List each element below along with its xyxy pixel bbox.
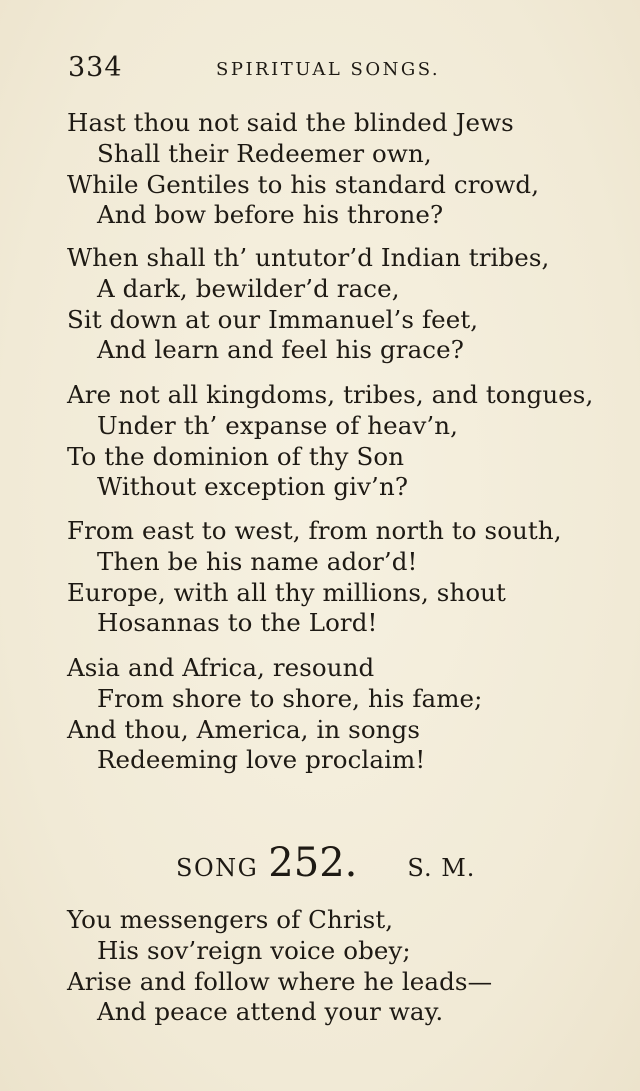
verse-line: Europe, with all thy millions, shout [67,577,507,607]
verse-line: Sit down at our Immanuel’s feet, [67,304,479,334]
verse-line: And bow before his throne? [97,200,444,230]
verse-line: While Gentiles to his standard crowd, [67,169,540,199]
verse-line: When shall th’ untutor’d Indian tribes, [67,243,550,272]
song-number: 252. [268,840,358,886]
page-header [68,52,608,86]
verse-line: Shall their Redeemer own, [97,138,432,168]
verse-line: A dark, bewilder’d race, [97,273,400,303]
verse-line: From east to west, from north to south, [67,516,562,545]
verse-line: From shore to shore, his fame; [97,683,483,713]
stanza-4 [67,516,627,639]
verse-line: And peace attend your way. [97,997,444,1027]
verse-line: Hast thou not said the blinded Jews [67,108,514,137]
verse-line: Then be his name ador’d! [97,546,418,576]
song-meter: S. M. [407,854,476,882]
song-heading [176,840,596,890]
running-title: SPIRITUAL SONGS. [216,59,441,80]
verse-line: Hosannas to the Lord! [97,608,378,638]
stanza-5 [67,653,627,776]
song-label: SONG [176,854,259,882]
verse-line: And learn and feel his grace? [97,335,464,365]
page-number: 334 [68,52,123,83]
verse-line: His sov’reign voice obey; [97,935,411,965]
stanza-2 [67,243,627,366]
verse-line: Asia and Africa, resound [67,653,375,682]
verse-line: Redeeming love proclaim! [97,745,426,775]
verse-line: Without exception giv’n? [97,472,409,502]
verse-line: Are not all kingdoms, tribes, and tongues, [67,380,594,409]
stanza-1 [67,108,627,231]
verse-line: And thou, America, in songs [67,714,421,744]
verse-line: To the dominion of thy Son [67,441,405,471]
verse-line: Arise and follow where he leads— [67,966,493,996]
stanza-3 [67,380,627,503]
verse-line: Under th’ expanse of heav’n, [97,410,459,440]
verse-line: You messengers of Christ, [67,905,394,934]
song-252-stanza-1 [67,905,627,1028]
